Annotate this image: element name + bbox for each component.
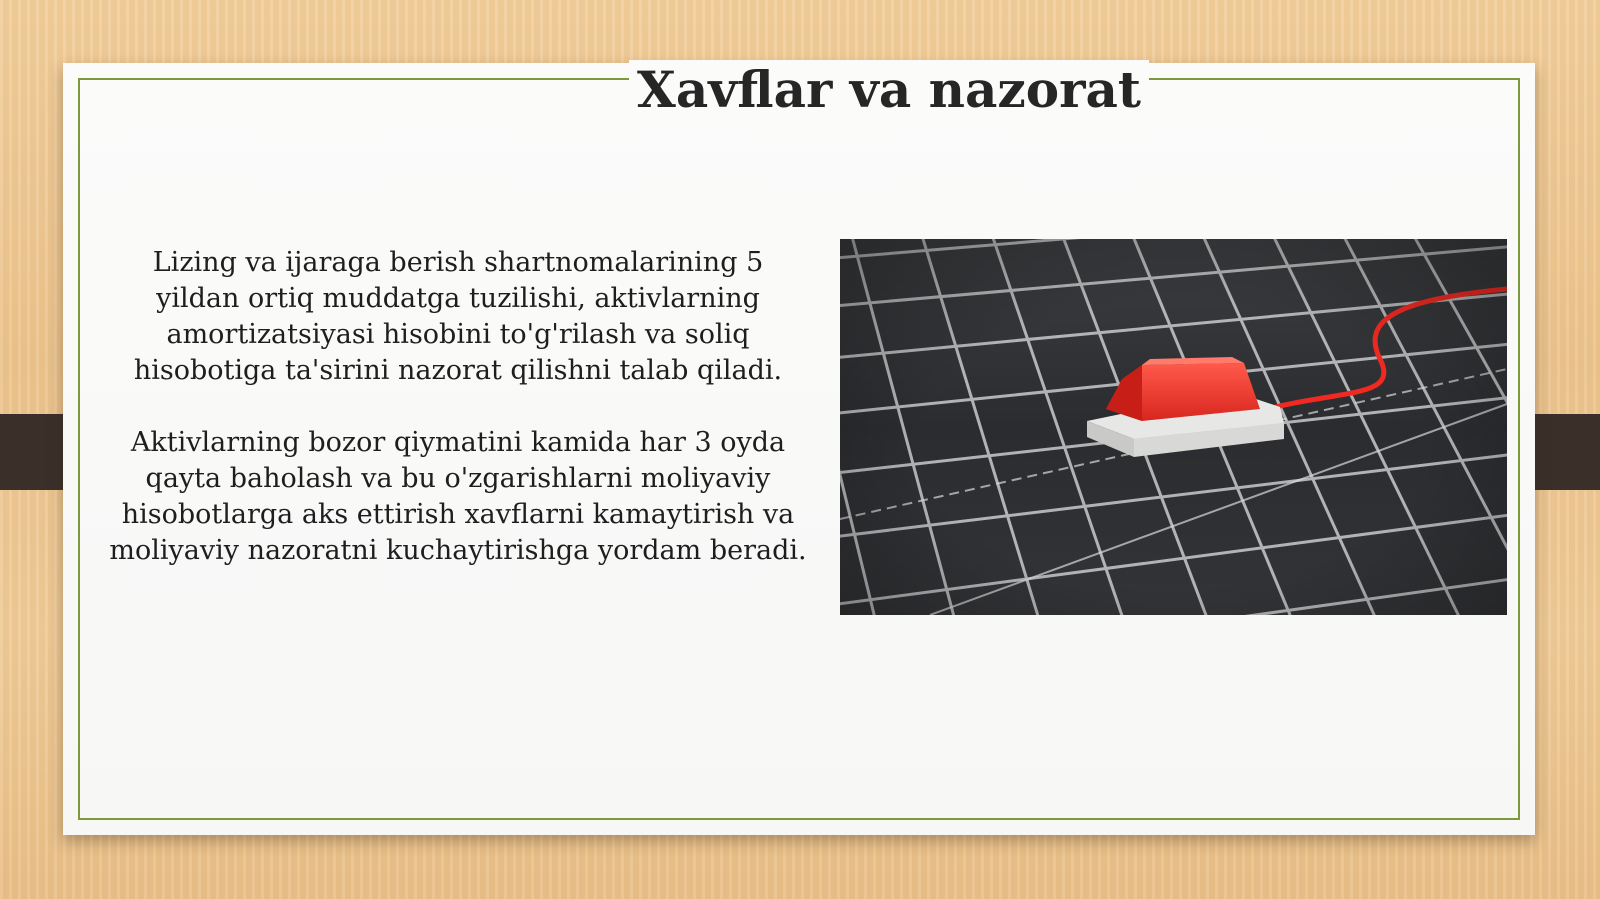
slide-card: [63, 60, 1535, 835]
slide-title: [63, 60, 1535, 119]
slide-body-text: [108, 245, 808, 605]
slide-title-text: Xavflar va nazorat: [629, 60, 1149, 119]
paragraph-2: Aktivlarning bozor qiymatini kamida har 3 oyda qayta baholash va bu o'zgarishlarni moliyaviy hisobotlarga aks ettirish xavflarni kamaytirish va moliyaviy nazoratni kuchaytirishga yordam beradi.: [109, 427, 807, 566]
grid-photo-svg: [840, 239, 1507, 615]
red-button-on-grid-image: [840, 239, 1507, 615]
paragraph-1: Lizing va ijaraga berish shartnomalarining 5 yildan ortiq muddatga tuzilishi, aktivlarning amortizatsiyasi hisobini to'g'rilash va soliq hisobotiga ta'sirini nazorat qilishni talab qiladi.: [133, 247, 783, 386]
